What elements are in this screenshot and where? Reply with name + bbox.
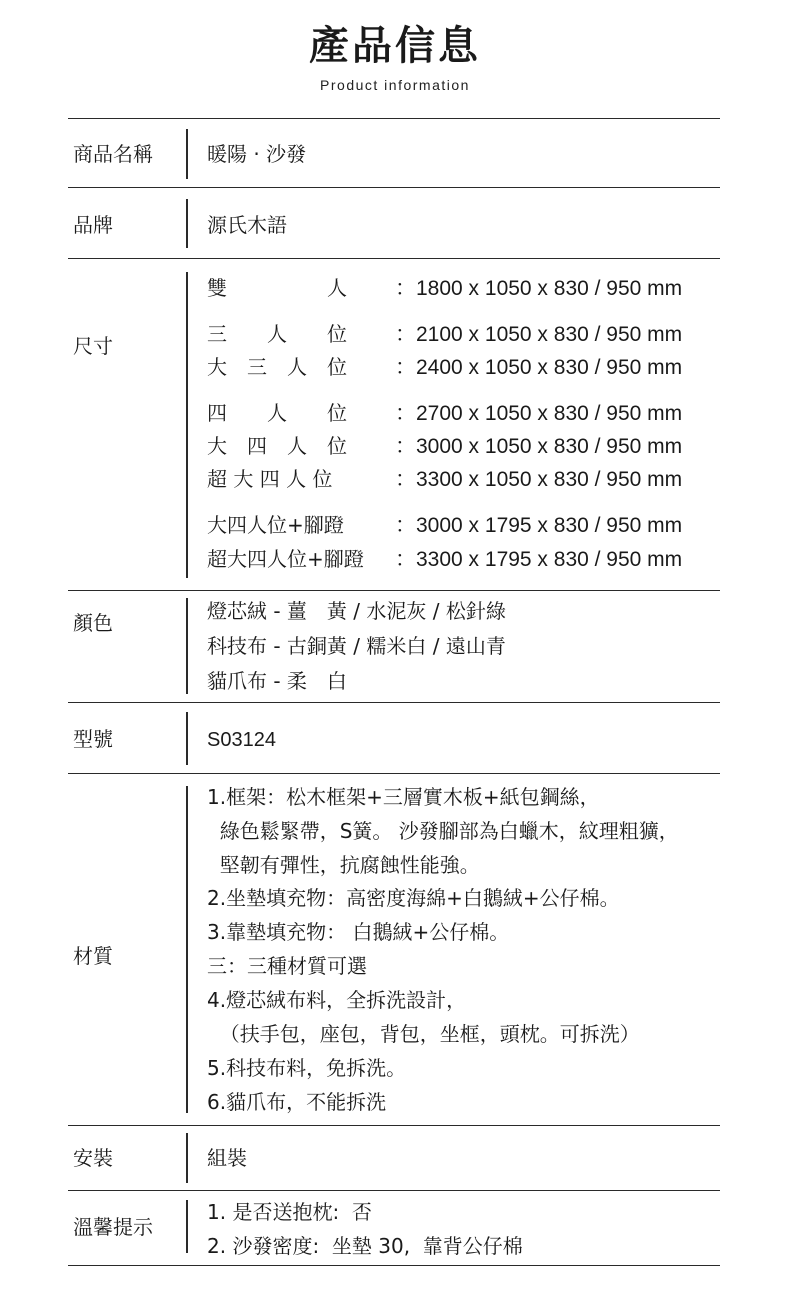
size-line-value: ：3000 x 1050 x 830 / 950 mm [395,435,683,458]
install-value: 組裝 [207,1146,247,1170]
divider [68,258,720,259]
size-line-label: 雙 人 [207,276,347,300]
size-line-value: ：3000 x 1795 x 830 / 950 mm [395,514,683,537]
install-label: 安裝 [73,1146,113,1170]
size-line-label: 超大四人位+腳蹬 [207,547,364,571]
column-separator [186,199,188,248]
size-line [207,400,682,427]
divider [68,773,720,774]
size-line-label: 大 三 人 位 [207,355,347,379]
divider [68,1125,720,1126]
tips-line: 2. 沙發密度: 坐墊 30, 靠背公仔棉 [207,1234,523,1258]
size-line-label: 大四人位+腳蹬 [207,513,344,537]
material-line: 4.燈芯絨布料，全拆洗設計， [207,988,467,1012]
size-line-value: ：2400 x 1050 x 830 / 950 mm [395,356,683,379]
size-line [207,433,682,460]
model-label: 型號 [73,727,113,751]
divider [68,1190,720,1191]
size-line-label: 超 大 四 人 位 [207,467,333,491]
size-line [207,321,682,348]
size-line-value: ：1800 x 1050 x 830 / 950 mm [395,277,683,300]
material-line: 三：三種材質可選 [207,954,367,978]
size-line [207,354,682,381]
brand-value: 源氏木語 [207,213,287,237]
column-separator [186,598,188,694]
size-line [207,512,682,539]
size-line [207,466,682,493]
material-line: 2.坐墊填充物：高密度海綿+白鵝絨+公仔棉。 [207,886,620,910]
column-separator [186,129,188,179]
divider [68,187,720,188]
material-line: 綠色鬆緊帶，S簧。 沙發腳部為白蠟木，紋理粗獷， [207,819,679,843]
model-value: S03124 [207,729,276,751]
column-separator [186,1133,188,1183]
material-line: （扶手包，座包，背包，坐框，頭枕。可拆洗） [207,1022,640,1046]
color-line: 科技布 - 古銅黃 / 糯米白 / 遠山青 [207,634,506,658]
size-line-value: ：2700 x 1050 x 830 / 950 mm [395,402,683,425]
brand-label: 品牌 [73,213,113,237]
material-line: 6.貓爪布，不能拆洗 [207,1090,387,1114]
page-header [0,22,790,94]
material-line: 3.靠墊填充物： 白鵝絨+公仔棉。 [207,920,510,944]
material-line: 1.框架：松木框架+三層實木板+紙包鋼絲， [207,785,600,809]
column-separator [186,272,188,578]
size-line [207,546,682,573]
divider [68,590,720,591]
size-line-value: ：2100 x 1050 x 830 / 950 mm [395,323,683,346]
material-line: 堅韌有彈性，抗腐蝕性能強。 [207,853,480,877]
divider [68,1265,720,1266]
material-label: 材質 [73,944,113,968]
page-title: 產品信息 [309,23,481,69]
size-line-label: 大 四 人 位 [207,434,347,458]
size-line-label: 四 人 位 [207,401,347,425]
column-separator [186,1200,188,1253]
product-name-label: 商品名稱 [73,142,153,166]
size-line [207,275,682,302]
color-label: 顏色 [73,611,113,635]
divider [68,118,720,119]
product-name-value: 暖陽 · 沙發 [207,142,307,166]
size-line-value: ：3300 x 1795 x 830 / 950 mm [395,548,683,571]
color-line: 貓爪布 - 柔 白 [207,669,347,693]
column-separator [186,786,188,1113]
tips-label: 溫馨提示 [73,1215,153,1239]
column-separator [186,712,188,765]
divider [68,702,720,703]
size-line-label: 三 人 位 [207,322,347,346]
size-line-value: ：3300 x 1050 x 830 / 950 mm [395,468,683,491]
tips-line: 1. 是否送抱枕: 否 [207,1200,372,1224]
size-label: 尺寸 [73,334,113,358]
page-subtitle: Product information [320,77,470,93]
material-line: 5.科技布料，免拆洗。 [207,1056,407,1080]
color-line: 燈芯絨 - 薑 黃 / 水泥灰 / 松針綠 [207,599,506,623]
